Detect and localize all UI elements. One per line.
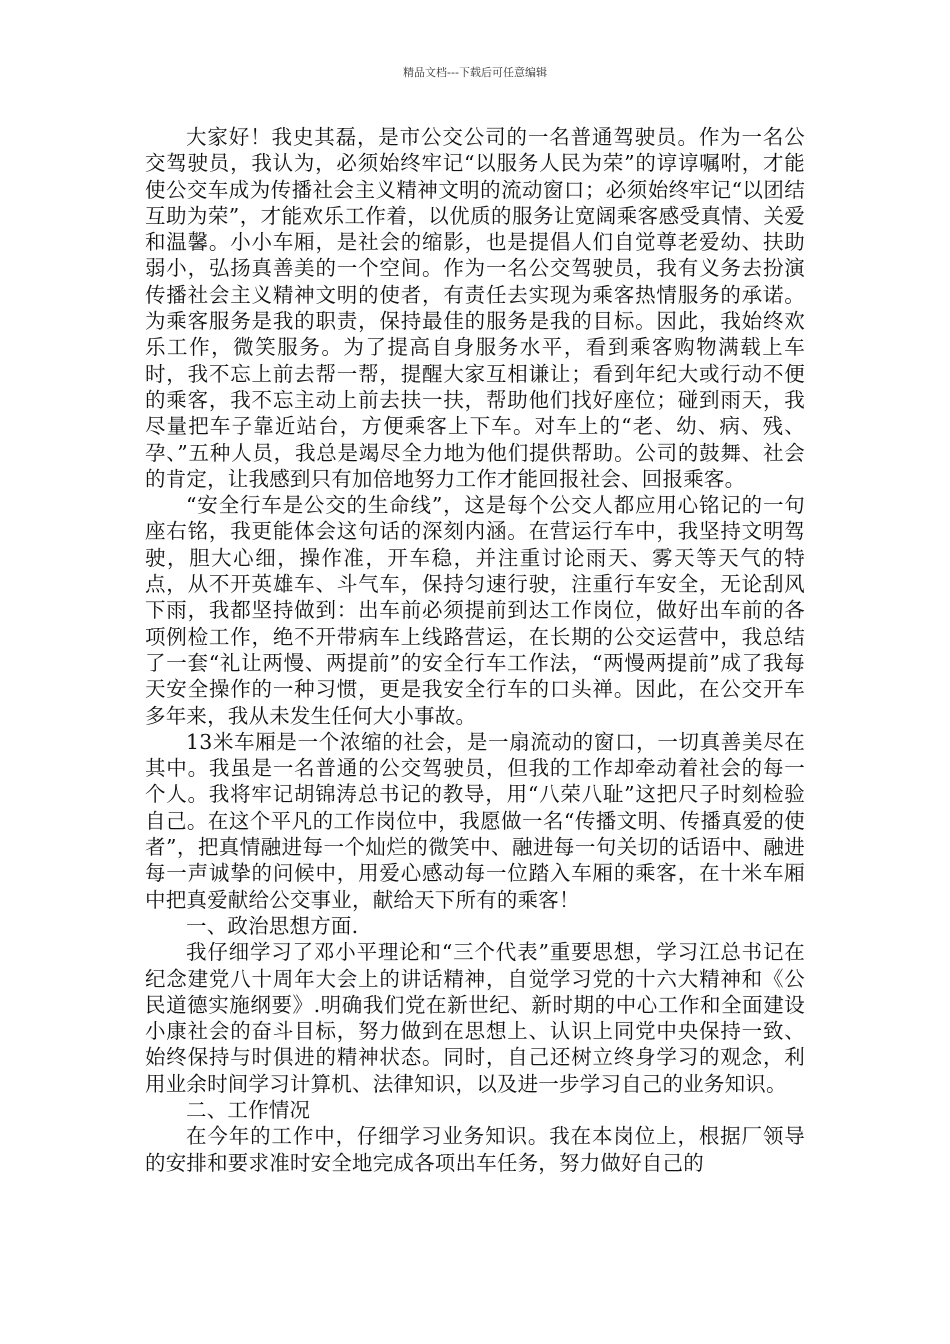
page-header: 精品文档---下载后可任意编辑 xyxy=(403,66,547,79)
document-body xyxy=(145,124,805,1176)
paragraph-carriage: 13米车厢是一个浓缩的社会，是一扇流动的窗口，一切真善美尽在其中。我虽是一名普通的公交驾驶员，但我的工作却牵动着社会的每一个人。我将牢记胡锦涛总书记的教导，用“八荣八耻”这把尺子时刻检验自己。在这个平凡的工作岗位中，我愿做一名“传播文明、传播真爱的使者”，把真情融进每一个灿烂的微笑中、融进每一句关切的话语中、融进每一声诚挚的问候中，用爱心感动每一位踏入车厢的乘客，在十米车厢中把真爱献给公交事业，献给天下所有的乘客！ xyxy=(145,729,805,912)
section-heading-politics: 一、政治思想方面. xyxy=(186,913,359,938)
section-heading-work: 二、工作情况 xyxy=(186,1097,311,1122)
paragraph-greeting: 大家好！我史其磊，是市公交公司的一名普通驾驶员。作为一名公交驾驶员，我认为，必须始终牢记“以服务人民为荣”的谆谆嘱咐，才能使公交车成为传播社会主义精神文明的流动窗口；必须始终牢记“以团结互助为荣”，才能欢乐工作着，以优质的服务让宽阔乘客感受真情、关爱和温馨。小小车厢，是社会的缩影，也是提倡人们自觉尊老爱幼、扶助弱小，弘扬真善美的一个空间。作为一名公交驾驶员，我有义务去扮演传播社会主义精神文明的使者，有责任去实现为乘客热情服务的承诺。为乘客服务是我的职责，保持最佳的服务是我的目标。因此，我始终欢乐工作，微笑服务。为了提高自身服务水平，看到乘客购物满载上车时，我不忘上前去帮一帮，提醒大家互相谦让；看到年纪大或行动不便的乘客，我不忘主动上前去扶一扶，帮助他们找好座位；碰到雨天，我尽量把车子靠近站台，方便乘客上下车。对车上的“老、幼、病、残、孕、”五种人员，我总是竭尽全力地为他们提供帮助。公司的鼓舞、社会的肯定，让我感到只有加倍地努力工作才能回报社会、回报乘客。 xyxy=(145,125,805,491)
paragraph-politics: 我仔细学习了邓小平理论和“三个代表”重要思想，学习江总书记在纪念建党八十周年大会上的讲话精神，自觉学习党的十六大精神和《公民道德实施纲要》.明确我们党在新世纪、新时期的中心工作和全面建设小康社会的奋斗目标，努力做到在思想上、认识上同党中央保持一致、始终保持与时俱进的精神状态。同时，自己还树立终身学习的观念，利用业余时间学习计算机、法律知识，以及进一步学习自己的业务知识。 xyxy=(145,940,805,1096)
paragraph-work: 在今年的工作中，仔细学习业务知识。我在本岗位上，根据厂领导的安排和要求准时安全地完成各项出车任务，努力做好自己的 xyxy=(145,1124,805,1175)
paragraph-safety: “安全行车是公交的生命线”，这是每个公交人都应用心铭记的一句座右铭，我更能体会这句话的深刻内涵。在营运行车中，我坚持文明驾驶，胆大心细，操作准，开车稳，并注重讨论雨天、雾天等天气的特点，从不开英雄车、斗气车，保持匀速行驶，注重行车安全，无论刮风下雨，我都坚持做到：出车前必须提前到达工作岗位，做好出车前的各项例检工作，绝不开带病车上线路营运，在长期的公交运营中，我总结了一套“礼让两慢、两提前”的安全行车工作法，“两慢两提前”成了我每天安全操作的一种习惯，更是我安全行车的口头禅。因此，在公交开车多年来，我从未发生任何大小事故。 xyxy=(145,493,805,728)
